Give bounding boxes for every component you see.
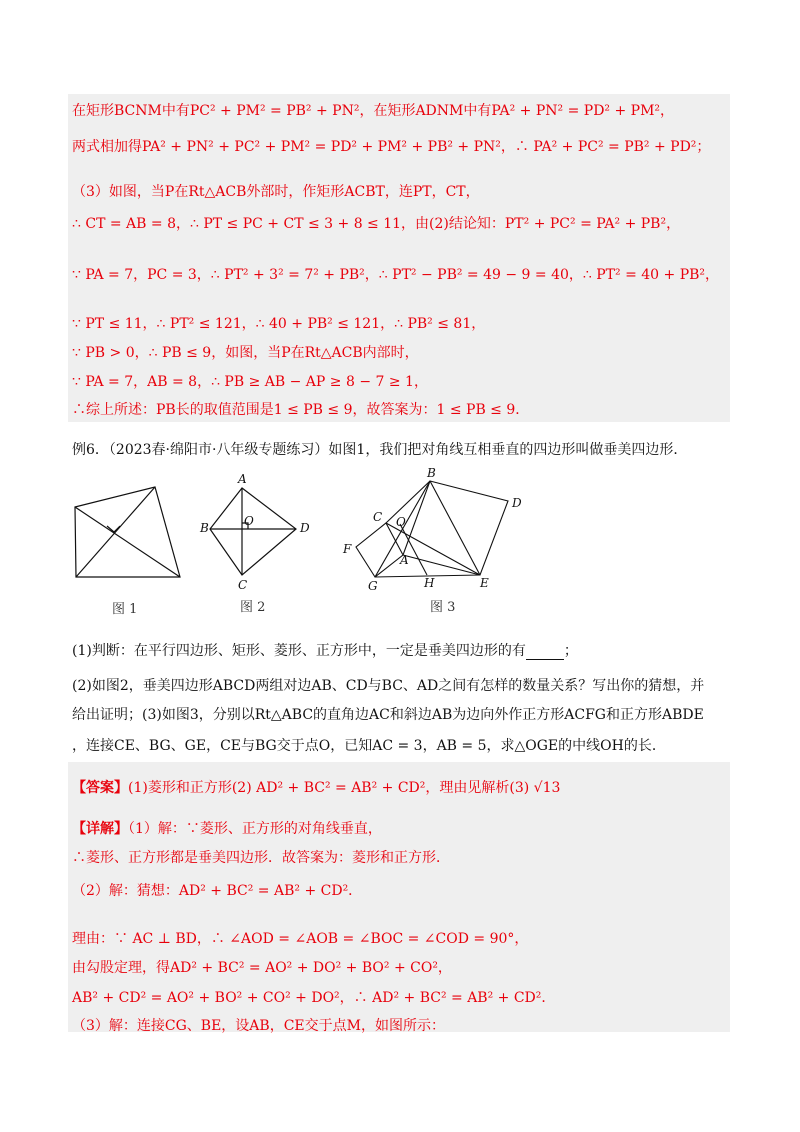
fig3-label-B: B — [427, 466, 436, 480]
example-title: 例6．（2023春·绵阳市·八年级专题练习）如图1，我们把对角线互相垂直的四边形叫做垂美四边形． — [72, 442, 688, 458]
fig2-label-D: D — [300, 521, 310, 535]
solution-line-9: ∴综上所述：PB长的取值范围是1 ≤ PB ≤ 9，故答案为：1 ≤ PB ≤ 9． — [72, 402, 530, 418]
answer-line — [72, 777, 560, 797]
figures — [70, 463, 530, 623]
fig1-caption: 图 1 — [112, 602, 138, 617]
detail-line-6: AB² + CD² = AO² + BO² + CO² + DO²，∴ AD² + BC² = AB² + CD²． — [72, 990, 556, 1006]
solution-line-1: 在矩形BCNM中有PC² + PM² = PB² + PN²，在矩形ADNM中有PA² + PN² = PD² + PM²， — [72, 103, 675, 119]
fig3-label-O: O — [396, 515, 406, 529]
detail-line-7: （3）解：连接CG、BE，设AB，CE交于点M，如图所示： — [72, 1018, 445, 1034]
answer-label: 【答案】 — [72, 780, 128, 796]
detail-line-3: （2）解：猜想：AD² + BC² = AB² + CD²． — [72, 883, 363, 899]
fig2-label-A: A — [238, 472, 247, 486]
solution-line-3: （3）如图，当P在Rt△ACB外部时，作矩形ACBT，连PT，CT， — [72, 184, 480, 200]
figure-3 — [356, 481, 508, 577]
solution-line-5: ∵ PA = 7，PC = 3，∴ PT² + 3² = 7² + PB²，∴ PT² − PB² = 49 − 9 = 40，∴ PT² = 40 + PB²， — [72, 267, 720, 283]
figure-1 — [75, 487, 180, 577]
answer-text: (1)菱形和正方形(2) AD² + BC² = AB² + CD²，理由见解析(3) √13 — [128, 780, 561, 796]
question-2b: 给出证明；(3)如图3，分别以Rt△ABC的直角边AC和斜边AB为边向外作正方形ACFG和正方形ABDE — [72, 707, 704, 723]
fig3-label-A: A — [400, 553, 409, 567]
solution-line-6: ∵ PT ≤ 11，∴ PT² ≤ 121，∴ 40 + PB² ≤ 121，∴ PB² ≤ 81， — [72, 316, 486, 332]
answer-blank — [526, 643, 564, 660]
solution-line-4: ∴ CT = AB = 8，∴ PT ≤ PC + CT ≤ 3 + 8 ≤ 11，由(2)结论知：PT² + PC² = PA² + PB²， — [72, 216, 681, 232]
detail-text-1: （1）解：∵菱形、正方形的对角线垂直， — [128, 821, 382, 837]
fig2-label-C: C — [238, 578, 248, 592]
question-1-text: (1)判断：在平行四边形、矩形、菱形、正方形中，一定是垂美四边形的有 — [72, 643, 526, 659]
question-1-end: ； — [563, 643, 578, 659]
fig3-label-H: H — [424, 576, 435, 590]
detail-line-2: ∴菱形、正方形都是垂美四边形．故答案为：菱形和正方形． — [72, 850, 450, 866]
fig2-caption: 图 2 — [240, 600, 266, 615]
solution-line-7: ∵ PB > 0，∴ PB ≤ 9，如图，当P在Rt△ACB内部时， — [72, 345, 419, 361]
fig3-label-D: D — [512, 496, 522, 510]
detail-label: 【详解】 — [72, 821, 128, 837]
question-1 — [72, 640, 578, 660]
detail-line-5: 由勾股定理，得AD² + BC² = AO² + DO² + BO² + CO²， — [72, 960, 452, 976]
detail-line-1 — [72, 818, 382, 838]
question-2a: (2)如图2，垂美四边形ABCD两组对边AB、CD与BC、AD之间有怎样的数量关系？写出你的猜想，并 — [72, 678, 705, 694]
question-2c: ，连接CE、BG、GE，CE与BG交于点O，已知AC = 3，AB = 5，求△OGE的中线OH的长． — [72, 738, 666, 754]
detail-line-4: 理由：∵ AC ⊥ BD，∴ ∠AOD = ∠AOB = ∠BOC = ∠COD = 90°， — [72, 931, 529, 947]
solution-line-2: 两式相加得PA² + PN² + PC² + PM² = PD² + PM² + PB² + PN²，∴ PA² + PC² = PB² + PD²； — [72, 139, 711, 155]
fig3-label-E: E — [480, 576, 489, 590]
figure-2 — [210, 488, 296, 575]
solution-line-8: ∵ PA = 7，AB = 8，∴ PB ≥ AB − AP ≥ 8 − 7 ≥ 1， — [72, 374, 428, 390]
fig3-label-G: G — [368, 579, 378, 593]
fig3-label-F: F — [343, 542, 352, 556]
fig3-label-C: C — [373, 510, 383, 524]
fig3-caption: 图 3 — [430, 600, 456, 615]
fig2-label-O: O — [244, 514, 254, 528]
fig2-label-B: B — [200, 521, 209, 535]
